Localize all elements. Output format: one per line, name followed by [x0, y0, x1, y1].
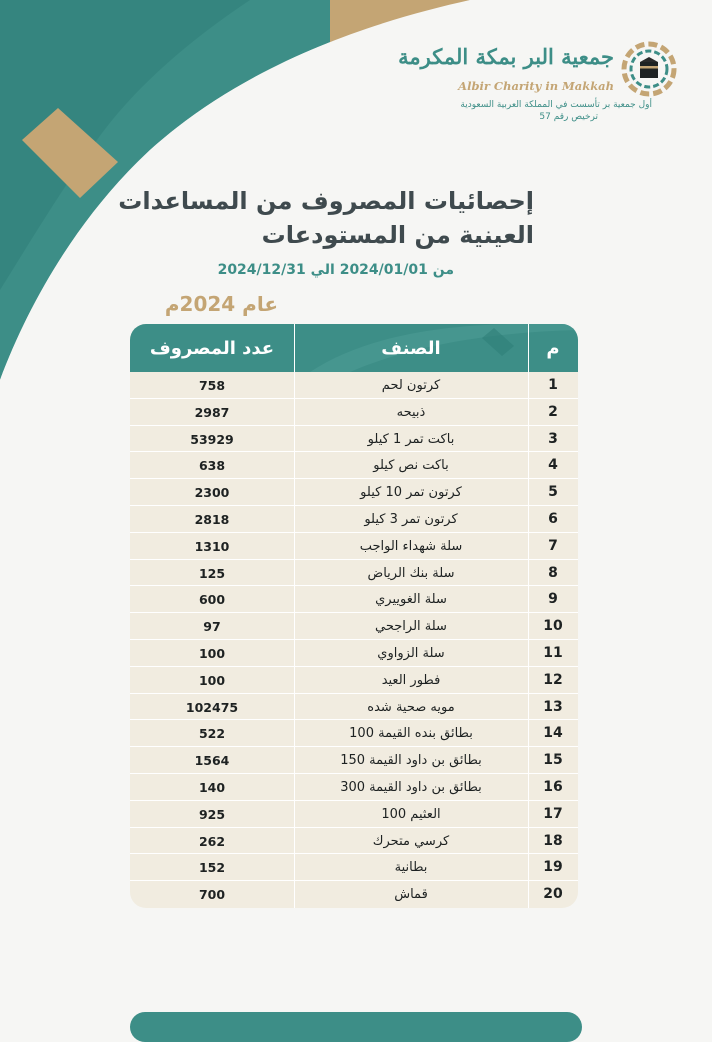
table-row [130, 694, 578, 721]
year-label: عام 2024م [164, 292, 278, 316]
row-count: 100 [198, 672, 226, 688]
row-item: باكت تمر 1 كيلو [367, 431, 455, 447]
row-number: 5 [548, 484, 558, 501]
row-count: 2987 [194, 404, 230, 420]
row-item: العثيم 100 [381, 806, 441, 822]
row-count: 262 [198, 833, 226, 849]
row-number: 3 [548, 430, 558, 447]
row-item: سلة بنك الرياض [367, 565, 455, 581]
table-row [130, 613, 578, 640]
row-number: 1 [548, 377, 558, 393]
row-item: كرتون تمر 10 كيلو [360, 485, 462, 501]
row-item: ذبيحه [396, 404, 426, 420]
logo-tagline: أول جمعية بر تأسست في المملكة العربية السعودية [460, 100, 652, 110]
row-number: 10 [543, 618, 563, 635]
table-row [130, 560, 578, 587]
row-count: 700 [198, 887, 226, 903]
row-number: 18 [543, 832, 563, 849]
row-item: سلة الراجحي [375, 619, 447, 635]
row-number: 14 [543, 725, 563, 742]
header-count: عدد المصروف [149, 338, 275, 359]
row-count: 53929 [190, 431, 234, 447]
table-row [130, 640, 578, 667]
row-count: 1310 [194, 538, 230, 554]
row-count: 102475 [185, 699, 239, 715]
row-item: بطائق بن داود القيمة 150 [340, 753, 482, 769]
table-row [130, 720, 578, 747]
row-count: 758 [198, 378, 226, 393]
logo-license: ترخيص رقم 57 [539, 112, 598, 122]
row-number: 20 [543, 886, 563, 903]
table-body [130, 372, 578, 908]
table-row [130, 452, 578, 479]
row-number: 19 [543, 859, 563, 876]
row-item: كرسي متحرك [372, 833, 450, 849]
row-number: 8 [548, 564, 558, 581]
row-number: 9 [548, 591, 558, 608]
table-row [130, 533, 578, 560]
row-count: 2300 [194, 485, 230, 501]
charity-logo [398, 36, 678, 126]
table-row [130, 506, 578, 533]
row-number: 11 [543, 644, 563, 661]
row-count: 125 [198, 565, 226, 581]
row-item: سلة شهداء الواجب [359, 538, 463, 554]
row-number: 6 [548, 510, 558, 527]
row-count: 152 [198, 860, 226, 876]
table-row [130, 854, 578, 881]
table-row [130, 667, 578, 694]
table-row [130, 586, 578, 613]
row-count: 522 [198, 726, 226, 742]
table-row [130, 881, 578, 908]
row-count: 140 [198, 779, 226, 795]
date-range: من 2024/01/01 الي 2024/12/31 [217, 262, 454, 278]
row-item: فطور العيد [381, 672, 441, 688]
row-count: 638 [198, 458, 226, 474]
row-item: باكت نص كيلو [373, 458, 449, 474]
row-number: 2 [548, 403, 558, 420]
row-number: 16 [543, 778, 563, 795]
table-row [130, 372, 578, 399]
table-row [130, 774, 578, 801]
row-item: كرتون تمر 3 كيلو [364, 511, 458, 527]
expenditure-table [130, 324, 578, 908]
logo-arabic-name: جمعية البر بمكة المكرمة [398, 44, 614, 69]
row-count: 1564 [194, 753, 230, 769]
title-line-2: العينية من المستودعات [261, 221, 534, 249]
kaaba-emblem-icon [620, 40, 678, 98]
row-item: بطائق بنده القيمة 100 [349, 726, 473, 742]
row-item: مويه صحية شده [367, 699, 455, 715]
row-count: 925 [198, 806, 226, 822]
row-count: 100 [198, 645, 226, 661]
row-count: 600 [198, 592, 226, 608]
row-count: 2818 [194, 511, 230, 527]
logo-english-name: Albir Charity in Makkah [458, 79, 614, 93]
title-line-1: إحصائيات المصروف من المساعدات [118, 187, 534, 215]
table-row [130, 747, 578, 774]
header-number: م [546, 338, 560, 359]
table-header [130, 324, 578, 372]
row-count: 97 [203, 619, 221, 635]
table-row [130, 828, 578, 855]
row-item: سلة الزواوي [377, 645, 445, 661]
table-row [130, 801, 578, 828]
row-number: 4 [548, 457, 558, 474]
row-item: بطانية [394, 860, 428, 876]
page-title [118, 184, 534, 252]
next-section-bar [130, 1012, 582, 1042]
row-number: 7 [548, 537, 558, 554]
header-item: الصنف [381, 338, 441, 359]
row-number: 12 [543, 671, 563, 688]
row-item: بطائق بن داود القيمة 300 [340, 779, 482, 795]
row-number: 13 [543, 698, 563, 715]
table-row [130, 399, 578, 426]
row-number: 17 [543, 805, 563, 822]
row-number: 15 [543, 752, 563, 769]
row-item: سلة الغوييري [375, 592, 447, 608]
table-row [130, 426, 578, 453]
row-item: كرتون لحم [381, 378, 441, 393]
table-row [130, 479, 578, 506]
row-item: قماش [394, 887, 428, 903]
